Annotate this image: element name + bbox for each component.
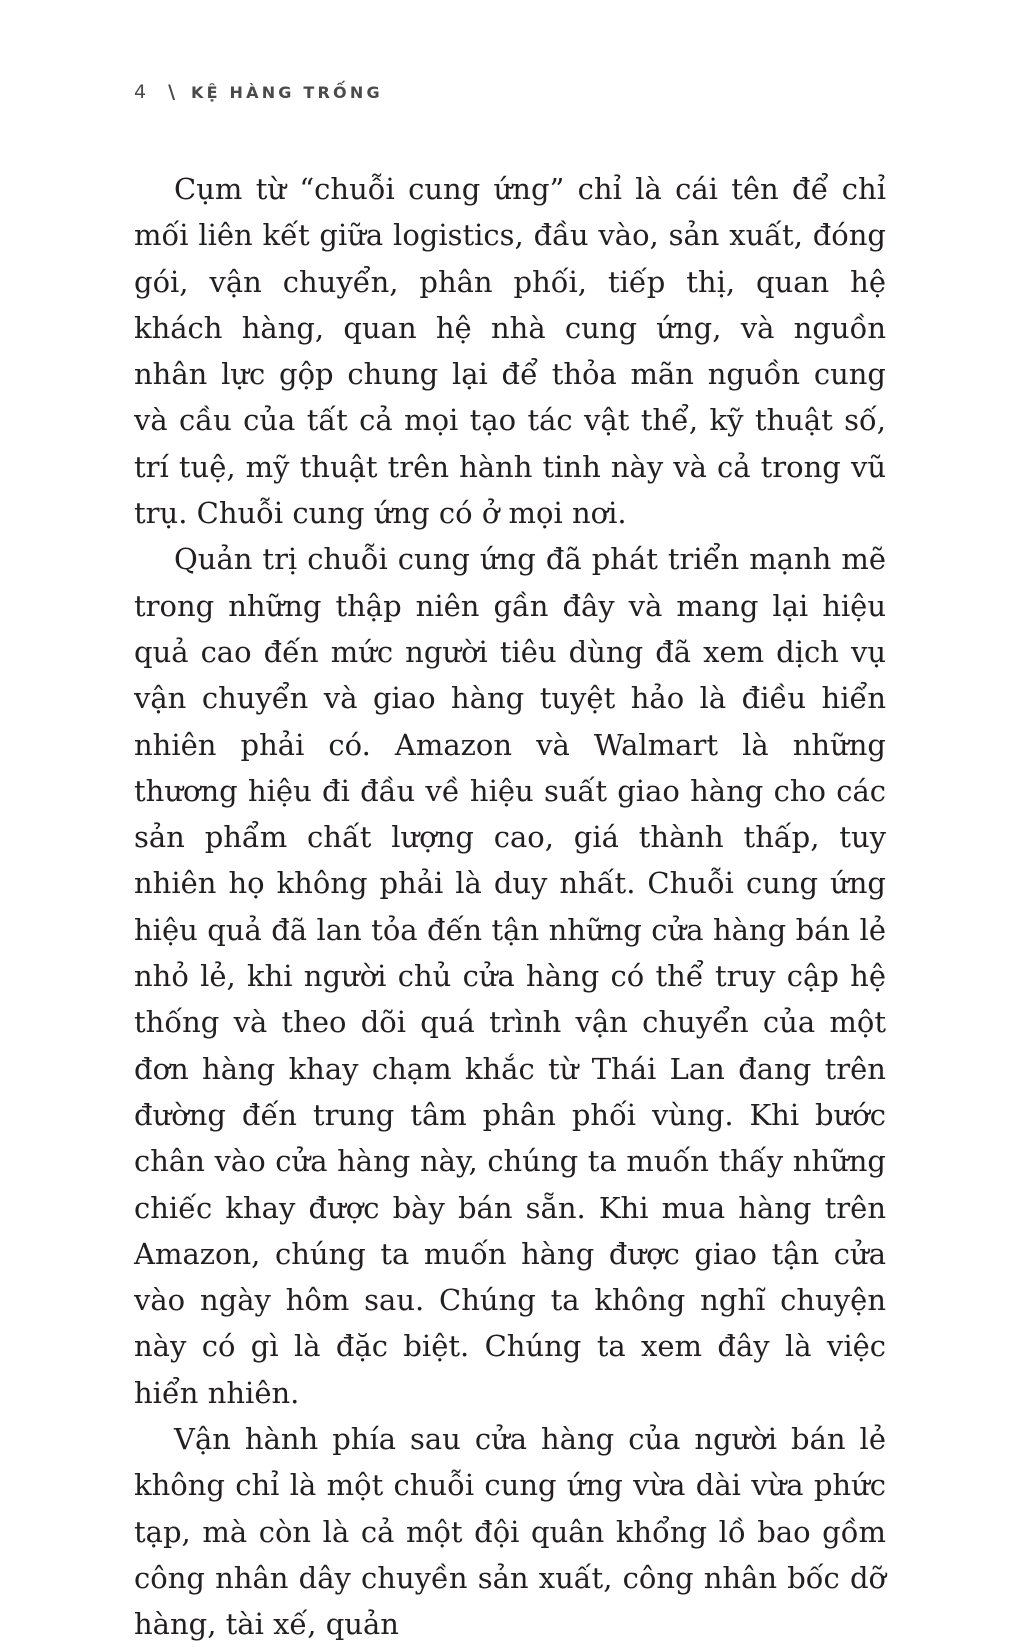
book-title: KỆ HÀNG TRỐNG xyxy=(191,82,383,102)
header-separator: \ xyxy=(168,81,176,103)
paragraph-3: Vận hành phía sau cửa hàng của người bán lẻ không chỉ là một chuỗi cung ứng vừa dài vừa phức tạp, mà còn là cả một đội quân khổng lồ bao gồm công nhân dây chuyền sản xuất, công nhân bốc dỡ hàng, tài xế, quản xyxy=(134,1422,886,1642)
running-head xyxy=(134,78,383,106)
paragraph-1: Cụm từ “chuỗi cung ứng” chỉ là cái tên để chỉ mối liên kết giữa logistics, đầu vào, sản xuất, đóng gói, vận chuyển, phân phối, tiếp thị, quan hệ khách hàng, quan hệ nhà cung ứng, và nguồn nhân lực gộp chung lại để thỏa mãn nguồn cung và cầu của tất cả mọi tạo tác vật thể, kỹ thuật số, trí tuệ, mỹ thuật trên hành tinh này và cả trong vũ trụ. Chuỗi cung ứng có ở mọi nơi. xyxy=(134,172,886,531)
paragraph-2: Quản trị chuỗi cung ứng đã phát triển mạnh mẽ trong những thập niên gần đây và mang lại hiệu quả cao đến mức người tiêu dùng đã xem dịch vụ vận chuyển và giao hàng tuyệt hảo là điều hiển nhiên phải có. Amazon và Walmart là những thương hiệu đi đầu về hiệu suất giao hàng cho các sản phẩm chất lượng cao, giá thành thấp, tuy nhiên họ không phải là duy nhất. Chuỗi cung ứng hiệu quả đã lan tỏa đến tận những cửa hàng bán lẻ nhỏ lẻ, khi người chủ cửa hàng có thể truy cập hệ thống và theo dõi quá trình vận chuyển của một đơn hàng khay chạm khắc từ Thái Lan đang trên đường đến trung tâm phân phối vùng. Khi bước chân vào cửa hàng này, chúng ta muốn thấy những chiếc khay được bày bán sẵn. Khi mua hàng trên Amazon, chúng ta muốn hàng được giao tận cửa vào ngày hôm sau. Chúng ta không nghĩ chuyện này có gì là đặc biệt. Chúng ta xem đây là việc hiển nhiên. xyxy=(134,542,886,1410)
body-text xyxy=(134,166,886,1648)
page-number: 4 xyxy=(134,81,147,103)
